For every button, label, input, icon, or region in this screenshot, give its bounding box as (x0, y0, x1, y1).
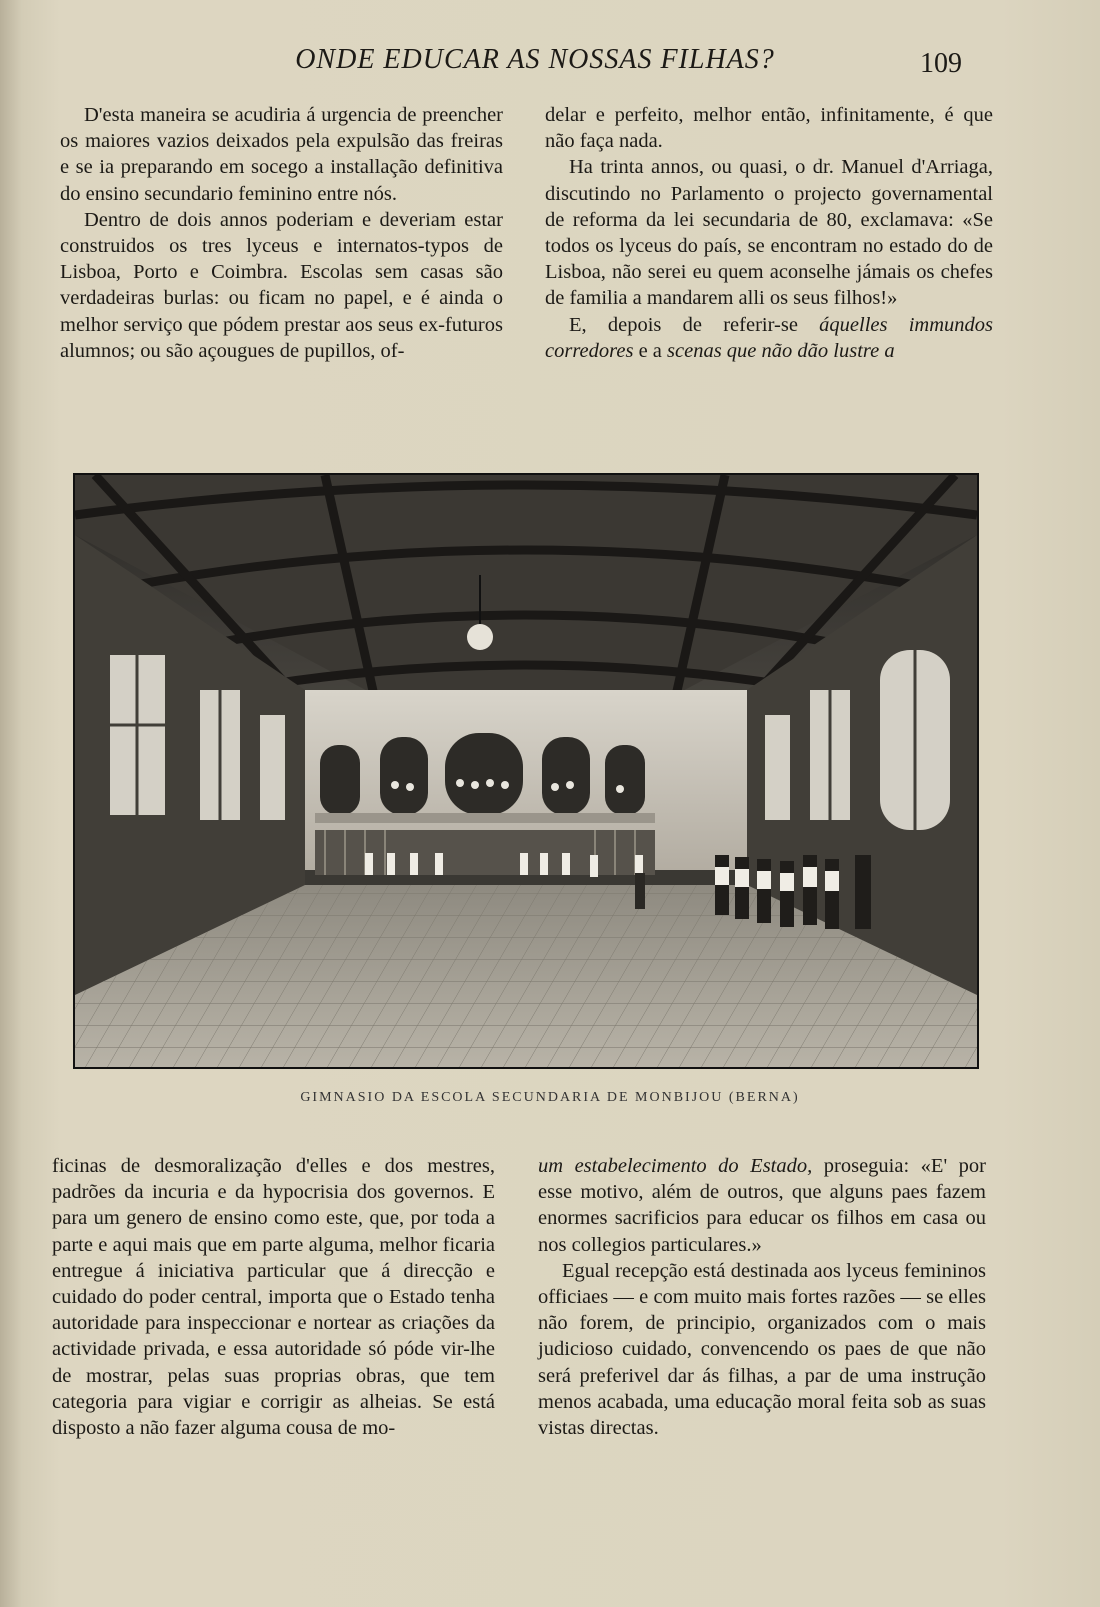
text-run: proseguia: «E' por esse motivo, além de outros, que alguns paes fazem enormes sacrificios para educar os filhos em casa ou nos collegios particulares.» (538, 1155, 986, 1256)
photo-caption: GIMNASIO DA ESCOLA SECUNDARIA DE MONBIJOU (BERNA) (300, 1090, 800, 1105)
paragraph: Dentro de dois annos poderiam e deveriam estar construidos os tres lyceus e internatos-typos de Lisboa, Porto e Coimbra. Escolas sem casas são verdadeiras burlas: ou ficam no papel, e é ainda o melhor serviço que pódem prestar aos seus ex-futuros alumnos; ou são açougues de pupillos, of- (60, 208, 503, 362)
text-run: E, depois de referir-se (569, 313, 820, 336)
running-header-title: ONDE EDUCAR AS NOSSAS FILHAS? (295, 44, 775, 75)
top-right-column (545, 102, 993, 364)
bottom-right-column (538, 1153, 986, 1441)
italic-text: áquelles immundos corredores (545, 313, 993, 362)
paragraph: ficinas de desmoralização d'elles e dos mestres, padrões da incuria e da hypocrisia dos governos. E para um genero de ensino como este, que, por toda a parte e aqui mais que em parte alguma, melhor ficaria entregue á iniciativa particular que á direcção e cuidado do poder central, importa que o Estado tenha autoridade para inspeccionar e nortear as criações da actividade privada, e essa autoridade só póde vir-lhe de mostrar, pelas suas proprias obras, que tem categoria para vigiar e corrigir as alheias. Se está disposto a não fazer alguma cousa de mo- (52, 1155, 495, 1440)
italic-text: scenas que não dão lustre a (667, 339, 895, 362)
paragraph (538, 1153, 986, 1258)
paragraph: delar e perfeito, melhor então, infinitamente, é que não faça nada. (545, 104, 993, 153)
paragraph: D'esta maneira se acudiria á urgencia de preencher os maiores vazios deixados pela expulsão das freiras e se ia preparando em socego a installação definitiva do ensino secundario feminino entre nós. (60, 104, 503, 205)
page-number: 109 (920, 48, 962, 79)
paragraph: Ha trinta annos, ou quasi, o dr. Manuel d'Arriaga, discutindo no Parlamento o projecto governamental de reforma da lei secundaria de 80, exclamava: «Se todos os lyceus do país, se encontram no estado do de Lisboa, não serei eu quem aconselhe jámais os chefes de familia a mandarem alli os seus filhos!» (545, 156, 993, 310)
italic-text: um estabelecimento do Estado, (538, 1155, 813, 1177)
text-run: e a (633, 339, 668, 362)
paragraph (545, 312, 993, 364)
bottom-left-column (52, 1153, 495, 1441)
paragraph: Egual recepção está destinada aos lyceus femininos officiaes — e com muito mais fortes razões — se elles não forem, de principio, organizados com o mais judicioso cuidado, convencendo os paes de que não será preferivel dar ás filhas, a par de uma instrução menos acabada, uma educação moral feita sob as suas vistas directas. (538, 1259, 986, 1440)
top-left-column (60, 102, 503, 364)
gymnasium-photo-image (75, 475, 977, 1067)
gymnasium-photograph (73, 473, 979, 1069)
